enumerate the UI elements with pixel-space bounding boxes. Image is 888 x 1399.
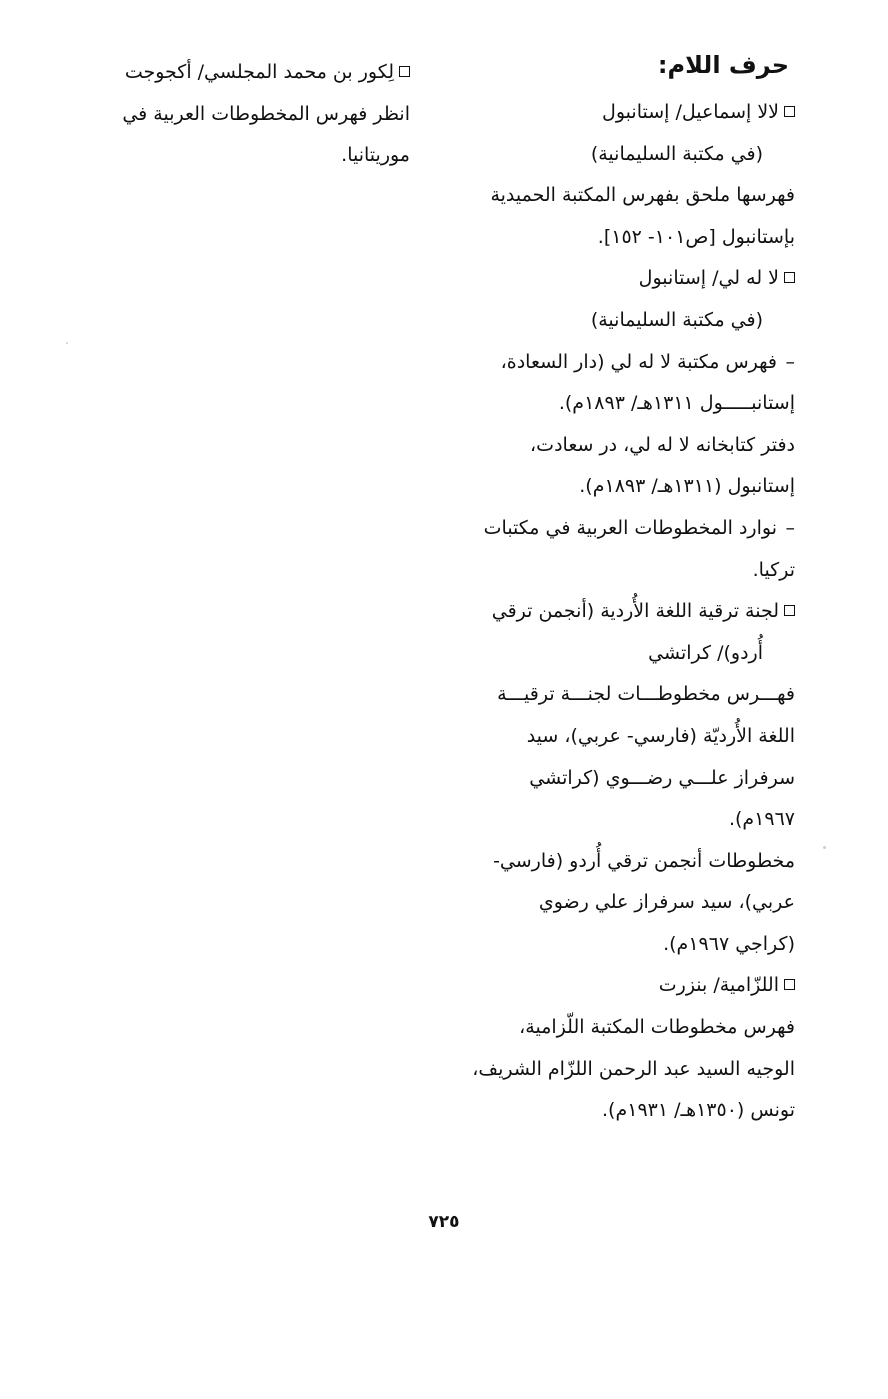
entry-line: اللغة الأُرديّة (فارسي- عربي)، سيد [526, 724, 795, 747]
scan-speck [66, 342, 68, 344]
entry-line: دفتر كتابخانه لا له لي، در سعادت، [530, 433, 795, 456]
entry-line: (في مكتبة السليمانية) [590, 142, 763, 165]
entry-anjuman-taraqqi [450, 591, 795, 965]
dash-bullet-icon: – [785, 516, 795, 539]
dash-bullet-icon: – [785, 350, 795, 373]
entry-line: إستانبول (١٣١١هـ/ ١٨٩٣م). [579, 475, 795, 498]
square-bullet-icon [784, 272, 795, 283]
entry-line: إستانبـــــول ١٣١١هـ/ ١٨٩٣م). [558, 392, 795, 415]
dashed-item: –نوارد المخطوطات العربية في مكتبات [450, 508, 795, 550]
right-column [450, 42, 795, 1132]
entry-title: لالا إسماعيل/ إستانبول [450, 92, 795, 134]
entry-line: سرفراز علـــي رضـــوي (كراتشي [529, 766, 795, 789]
entry-line: موريتانيا. [341, 144, 410, 167]
entry-title: لا له لي/ إستانبول [450, 258, 795, 300]
entry-line: تونس (١٣٥٠هـ/ ١٩٣١م). [602, 1099, 795, 1122]
entry-title: اللزّامية/ بنزرت [450, 965, 795, 1007]
square-bullet-icon [784, 605, 795, 616]
entry-line: مخطوطات أنجمن ترقي أُردو (فارسي- [493, 849, 795, 872]
scan-speck [823, 846, 826, 849]
entry-laleli [450, 258, 795, 591]
entry-line: (في مكتبة السليمانية) [590, 308, 763, 331]
square-bullet-icon [784, 979, 795, 990]
entry-line: تركيا. [752, 558, 795, 581]
left-column [70, 52, 410, 177]
entry-line: فهرسها ملحق بفهرس المكتبة الحميدية [490, 184, 795, 207]
square-bullet-icon [399, 66, 410, 77]
entry-line: (كراجي ١٩٦٧م). [663, 932, 795, 955]
entry-line: بإستانبول [ص١٠١- ١٥٢]. [597, 225, 795, 248]
entry-line: فهرس مخطوطات المكتبة اللّزامية، [519, 1016, 795, 1039]
entry-title: لجنة ترقية اللغة الأُردية (أنجمن ترقي [450, 591, 795, 633]
entry-title-continued: أُردو)/ كراتشي [648, 641, 763, 664]
entry-lala-ismail [450, 92, 795, 258]
entry-title: لِكور بن محمد المجلسي/ أكجوجت [70, 52, 410, 94]
entry-line: انظر فهرس المخطوطات العربية في [122, 102, 410, 125]
square-bullet-icon [784, 106, 795, 117]
page-number: ٧٢٥ [428, 1212, 460, 1232]
entry-lazzamiya [450, 965, 795, 1131]
entry-line: ١٩٦٧م). [728, 808, 795, 831]
dashed-item: –فهرس مكتبة لا له لي (دار السعادة، [450, 342, 795, 384]
entry-line: فهـــرس مخطوطـــات لجنـــة ترقيـــة [497, 683, 795, 706]
section-heading: حرف اللام: [657, 51, 789, 79]
entry-line: الوجيه السيد عبد الرحمن اللزّام الشريف، [472, 1057, 795, 1080]
entry-line: عربي)، سيد سرفراز علي رضوي [538, 891, 795, 914]
